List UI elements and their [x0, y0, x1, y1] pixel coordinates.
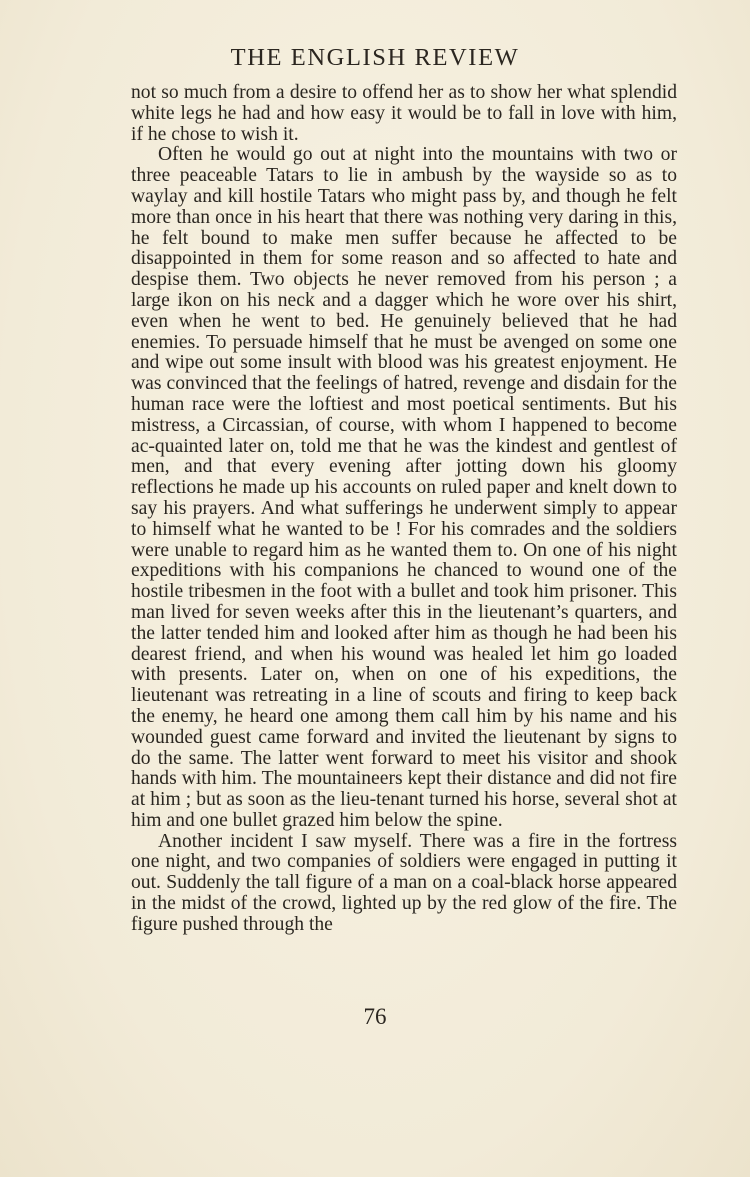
paragraph-continued: not so much from a desire to offend her as to show her what splendid white legs he had and how easy it would be to fall in love with him, if he chose to wish it.	[131, 82, 677, 145]
running-head: THE ENGLISH REVIEW	[230, 44, 520, 71]
paragraph: Often he would go out at night into the mountains with two or three peaceable Tatars to lie in ambush by the wayside so as to waylay and kill hostile Tatars who might pass by, and though he felt more than once in his heart that there was nothing very daring in this, he felt bound to make men suffer because he affected to be disappointed in them for some reason and so affected to hate and despise them. Two objects he never removed from his person ; a large ikon on his neck and a dagger which he wore over his shirt, even when he went to bed. He genuinely believed that he had enemies. To persuade himself that he must be avenged on some one and wipe out some insult with blood was his greatest enjoyment. He was convinced that the feelings of hatred, revenge and disdain for the human race were the loftiest and most poetical sentiments. But his mistress, a Circassian, of course, with whom I happened to become ac-quainted later on, told me that he was the kindest and gentlest of men, and that every evening after jotting down his gloomy reflections he made up his accounts on ruled paper and knelt down to say his prayers. And what sufferings he underwent simply to appear to himself what he wanted to be ! For his comrades and the soldiers were unable to regard him as he wanted them to. On one of his night expeditions with his companions he chanced to wound one of the hostile tribesmen in the foot with a bullet and took him prisoner. This man lived for seven weeks after this in the lieutenant’s quarters, and the latter tended him and looked after him as though he had been his dearest friend, and when his wound was healed let him go loaded with presents. Later on, when on one of his expeditions, the lieutenant was retreating in a line of scouts and firing to keep back the enemy, he heard one among them call him by his name and his wounded guest came forward and invited the lieutenant by signs to do the same. The latter went forward to meet his visitor and shook hands with him. The mountaineers kept their distance and did not fire at him ; but as soon as the lieu-tenant turned his horse, several shot at him and one bullet grazed him below the spine.	[131, 144, 677, 831]
paragraph: Another incident I saw myself. There was a fire in the fortress one night, and two companies of soldiers were engaged in putting it out. Suddenly the tall figure of a man on a coal-black horse appeared in the midst of the crowd, lighted up by the red glow of the fire. The figure pushed through the	[131, 830, 677, 935]
body-text	[131, 83, 677, 936]
page-number: 76	[363, 1004, 387, 1029]
